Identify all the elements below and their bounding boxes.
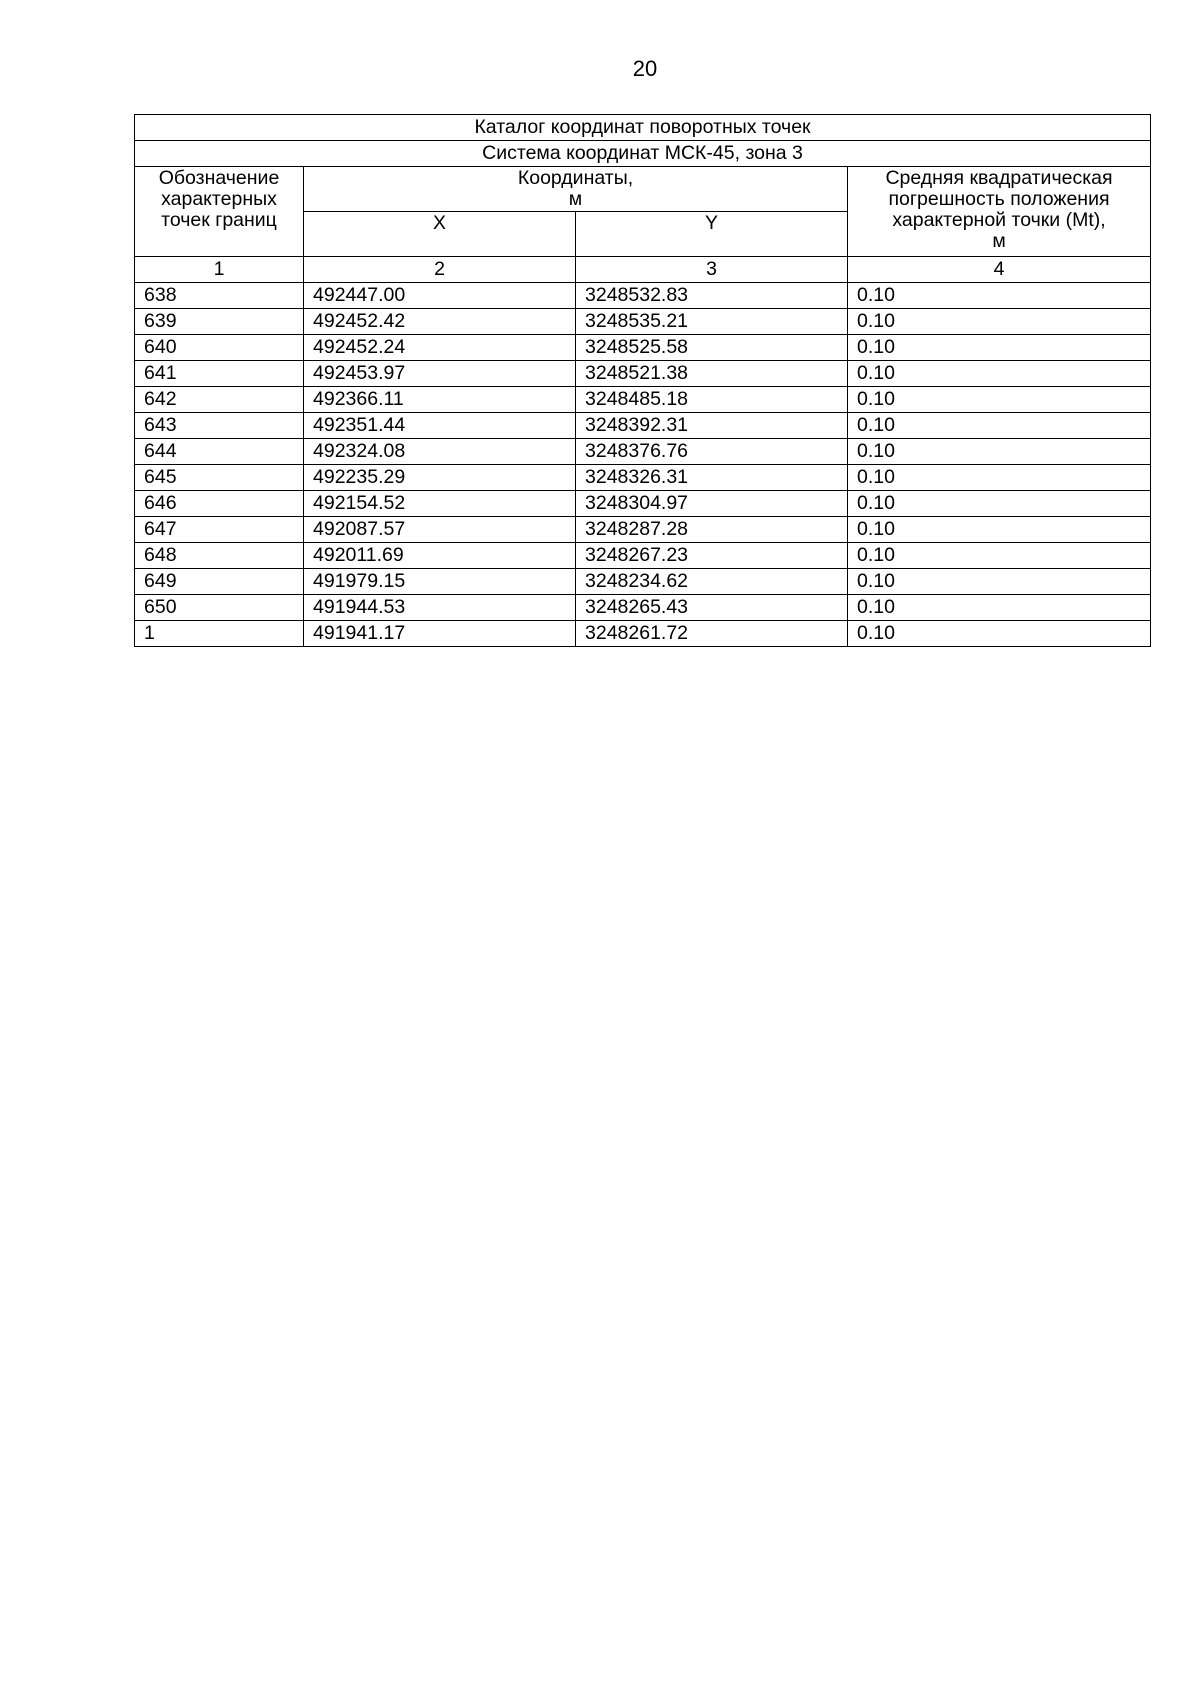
y-coordinate-cell: 3248535.21: [576, 309, 848, 335]
table-row: [135, 465, 1151, 491]
data-rows: [135, 283, 1151, 647]
column-number: 2: [304, 257, 576, 283]
y-coordinate-cell: 3248234.62: [576, 569, 848, 595]
y-coordinate-cell: 3248525.58: [576, 335, 848, 361]
mt-error-cell: 0.10: [848, 465, 1151, 491]
header-coordinates: Координаты, м: [304, 167, 848, 212]
table-subtitle-row: [135, 141, 1151, 167]
y-coordinate-cell: 3248326.31: [576, 465, 848, 491]
column-numbers-row: [135, 257, 1151, 283]
coordinates-catalog-table: [134, 114, 1151, 647]
point-id-cell: 639: [135, 309, 304, 335]
y-coordinate-cell: 3248376.76: [576, 439, 848, 465]
point-id-cell: 644: [135, 439, 304, 465]
header-row-1: [135, 167, 1151, 212]
mt-error-cell: 0.10: [848, 361, 1151, 387]
table-row: [135, 335, 1151, 361]
x-coordinate-cell: 492351.44: [304, 413, 576, 439]
table-title: Каталог координат поворотных точек: [135, 115, 1151, 141]
x-coordinate-cell: 492452.24: [304, 335, 576, 361]
table-row: [135, 621, 1151, 647]
mt-error-cell: 0.10: [848, 387, 1151, 413]
x-coordinate-cell: 492154.52: [304, 491, 576, 517]
table-row: [135, 361, 1151, 387]
point-id-cell: 649: [135, 569, 304, 595]
table-row: [135, 309, 1151, 335]
mt-error-cell: 0.10: [848, 309, 1151, 335]
point-id-cell: 638: [135, 283, 304, 309]
x-coordinate-cell: 491979.15: [304, 569, 576, 595]
page-number: 20: [632, 56, 658, 81]
column-number: 3: [576, 257, 848, 283]
table-title-row: [135, 115, 1151, 141]
mt-error-cell: 0.10: [848, 439, 1151, 465]
header-point-designation: Обозначение характерных точек границ: [135, 167, 304, 257]
x-coordinate-cell: 492447.00: [304, 283, 576, 309]
table-row: [135, 491, 1151, 517]
coordinate-system-label: Система координат МСК-45, зона 3: [135, 141, 1151, 167]
header-x: X: [304, 212, 576, 257]
mt-error-cell: 0.10: [848, 621, 1151, 647]
y-coordinate-cell: 3248521.38: [576, 361, 848, 387]
point-id-cell: 648: [135, 543, 304, 569]
mt-error-cell: 0.10: [848, 283, 1151, 309]
y-coordinate-cell: 3248485.18: [576, 387, 848, 413]
point-id-cell: 640: [135, 335, 304, 361]
x-coordinate-cell: 492453.97: [304, 361, 576, 387]
x-coordinate-cell: 491944.53: [304, 595, 576, 621]
table-row: [135, 595, 1151, 621]
mt-error-cell: 0.10: [848, 491, 1151, 517]
column-number: 4: [848, 257, 1151, 283]
y-coordinate-cell: 3248261.72: [576, 621, 848, 647]
table-row: [135, 569, 1151, 595]
x-coordinate-cell: 491941.17: [304, 621, 576, 647]
y-coordinate-cell: 3248265.43: [576, 595, 848, 621]
table-row: [135, 387, 1151, 413]
point-id-cell: 1: [135, 621, 304, 647]
header-y: Y: [576, 212, 848, 257]
point-id-cell: 650: [135, 595, 304, 621]
y-coordinate-cell: 3248287.28: [576, 517, 848, 543]
point-id-cell: 641: [135, 361, 304, 387]
point-id-cell: 643: [135, 413, 304, 439]
table-row: [135, 439, 1151, 465]
point-id-cell: 647: [135, 517, 304, 543]
x-coordinate-cell: 492452.42: [304, 309, 576, 335]
y-coordinate-cell: 3248304.97: [576, 491, 848, 517]
table-row: [135, 543, 1151, 569]
table-row: [135, 283, 1151, 309]
mt-error-cell: 0.10: [848, 517, 1151, 543]
y-coordinate-cell: 3248532.83: [576, 283, 848, 309]
x-coordinate-cell: 492011.69: [304, 543, 576, 569]
point-id-cell: 642: [135, 387, 304, 413]
table-row: [135, 413, 1151, 439]
y-coordinate-cell: 3248267.23: [576, 543, 848, 569]
mt-error-cell: 0.10: [848, 595, 1151, 621]
y-coordinate-cell: 3248392.31: [576, 413, 848, 439]
x-coordinate-cell: 492087.57: [304, 517, 576, 543]
point-id-cell: 645: [135, 465, 304, 491]
header-mean-square-error: Средняя квадратическая погрешность положения характерной точки (Mt), м: [848, 167, 1151, 257]
mt-error-cell: 0.10: [848, 569, 1151, 595]
point-id-cell: 646: [135, 491, 304, 517]
x-coordinate-cell: 492324.08: [304, 439, 576, 465]
x-coordinate-cell: 492235.29: [304, 465, 576, 491]
column-number: 1: [135, 257, 304, 283]
x-coordinate-cell: 492366.11: [304, 387, 576, 413]
table-row: [135, 517, 1151, 543]
mt-error-cell: 0.10: [848, 335, 1151, 361]
mt-error-cell: 0.10: [848, 413, 1151, 439]
mt-error-cell: 0.10: [848, 543, 1151, 569]
